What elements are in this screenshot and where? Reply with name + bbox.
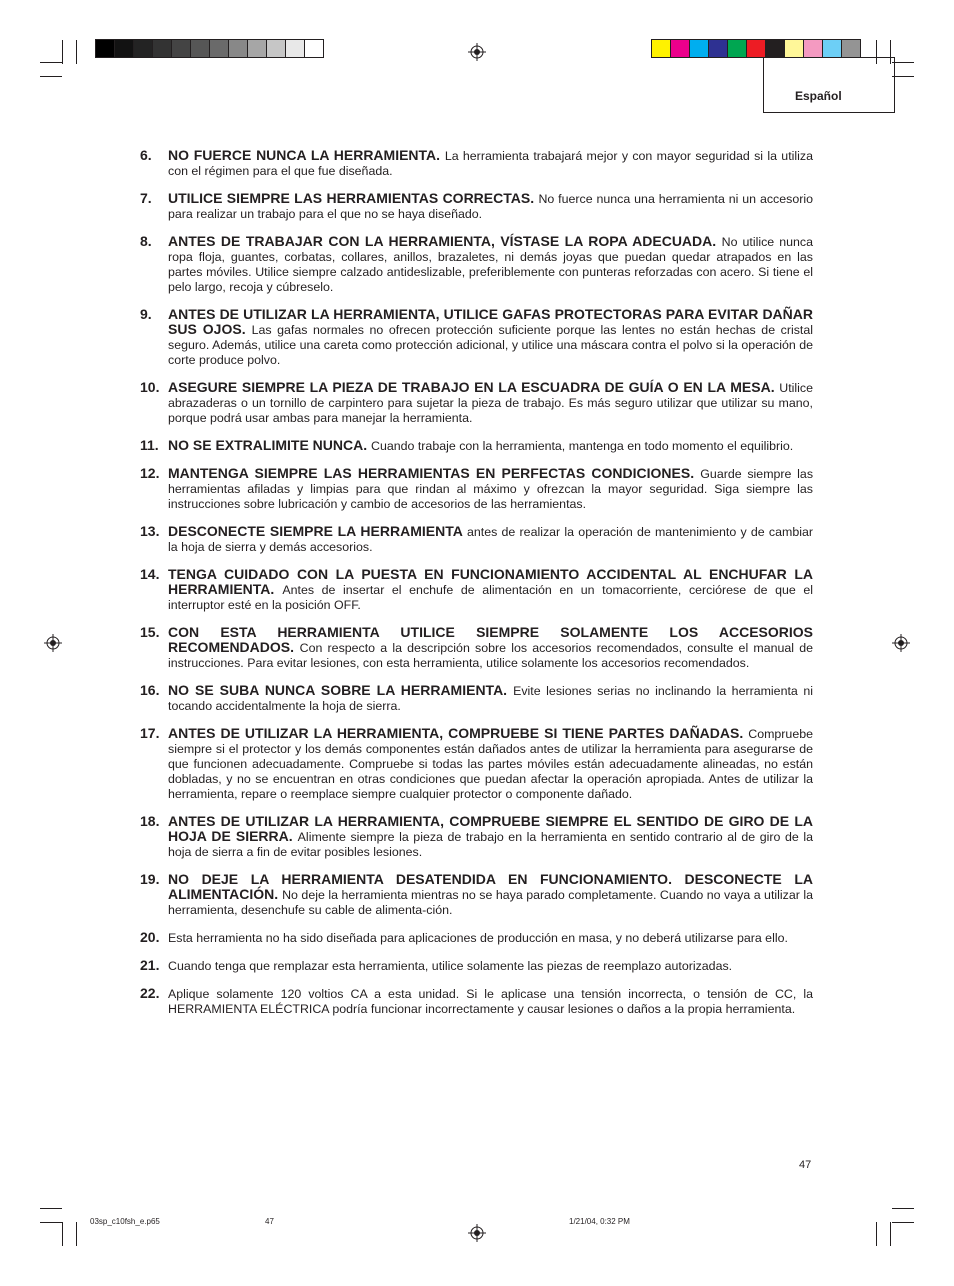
list-item: [140, 872, 813, 918]
registration-mark-icon: [468, 43, 486, 61]
color-swatch: [134, 40, 153, 57]
item-heading: ANTES DE UTILIZAR LA HERRAMIENTA, UTILICE GAFAS PROTECTORAS PARA EVITAR DAÑAR SUS OJOS.: [168, 306, 813, 337]
footer-date: 1/21/04, 0:32 PM: [569, 1217, 630, 1226]
color-swatch: [785, 40, 804, 57]
color-swatch: [671, 40, 690, 57]
color-swatch: [747, 40, 766, 57]
color-swatch: [652, 40, 671, 57]
list-item: [140, 524, 813, 555]
item-number: 21.: [140, 957, 160, 973]
item-text: [168, 726, 813, 802]
color-calibration-bar: [651, 39, 861, 58]
list-item: [140, 726, 813, 802]
list-item: [140, 380, 813, 426]
color-swatch: [709, 40, 728, 57]
item-text: [168, 567, 813, 613]
color-swatch: [823, 40, 842, 57]
item-heading: ANTES DE TRABAJAR CON LA HERRAMIENTA, VÍSTASE LA ROPA ADECUADA.: [168, 233, 722, 249]
item-body: Cuando tenga que remplazar esta herramienta, utilice solamente las piezas de reemplazo autorizadas.: [168, 959, 733, 973]
item-text: [168, 148, 813, 179]
item-heading: NO SE EXTRALIMITE NUNCA.: [168, 437, 372, 453]
item-number: 10.: [140, 379, 160, 395]
item-body: Esta herramienta no ha sido diseñada para aplicaciones de producción en masa, y no deberá utilizarse para ello.: [168, 931, 788, 945]
color-swatch: [286, 40, 305, 57]
item-text: [168, 524, 813, 555]
grayscale-calibration-bar: [95, 39, 324, 58]
item-heading: NO SE SUBA NUNCA SOBRE LA HERRAMIENTA.: [168, 682, 514, 698]
item-number: 13.: [140, 523, 160, 539]
item-heading: TENGA CUIDADO CON LA PUESTA EN FUNCIONAMIENTO ACCIDENTAL AL ENCHUFAR LA HERRAMIENTA.: [168, 566, 813, 597]
item-text: [168, 683, 813, 714]
item-number: 20.: [140, 929, 160, 945]
item-heading: ANTES DE UTILIZAR LA HERRAMIENTA, COMPRUEBE SIEMPRE EL SENTIDO DE GIRO DE LA HOJA DE SIERRA.: [168, 813, 813, 844]
color-swatch: [305, 40, 323, 57]
color-swatch: [96, 40, 115, 57]
item-body: Compruebe siempre si el protector y los demás componentes están dañados antes de utilizar la herramienta para asegurarse de que funcionen adecuadamente. Compruebe si todas las partes móviles están adecuadamente alineadas, no están dobladas, y no se encuentran en otras condiciones que puedan afectar la operación apropiada. Antes de utilizar la herramienta, repare o reemplace siempre cualquier protector o componente dañado.: [168, 727, 813, 801]
item-heading: MANTENGA SIEMPRE LAS HERRAMIENTAS EN PERFECTAS CONDICIONES.: [168, 465, 701, 481]
item-heading: UTILICE SIEMPRE LAS HERRAMIENTAS CORRECTAS.: [168, 190, 539, 206]
item-body: Con respecto a la descripción sobre los accesorios recomendados, consulte el manual de instrucciones. Para evitar lesiones, con esta herramienta, utilice solamente los accesorios recomendados.: [168, 641, 813, 670]
color-swatch: [172, 40, 191, 57]
color-swatch: [690, 40, 709, 57]
list-item: [140, 191, 813, 222]
item-text: [168, 466, 813, 512]
item-text: [168, 814, 813, 860]
item-body: Las gafas normales no ofrecen protección suficiente porque las lentes no están hechas de cristal seguro. Además, utilice una careta como protección adicional, y utilice una máscara contra el polvo si la operación de corte produce polvo.: [168, 323, 814, 367]
item-text: [168, 307, 813, 368]
item-number: 22.: [140, 985, 160, 1001]
color-swatch: [842, 40, 860, 57]
list-item: [140, 148, 813, 179]
item-text: [168, 438, 813, 454]
item-body: Aplique solamente 120 voltios CA a esta unidad. Si le aplicase una tensión incorrecta, o tensión de CC, la HERRAMIENTA ELÉCTRICA podría funcionar incorrectamente y causar lesiones o daños a la propia herramienta.: [168, 987, 813, 1016]
page-number: 47: [799, 1159, 812, 1171]
language-tab: [763, 57, 895, 113]
color-swatch: [191, 40, 210, 57]
item-number: 7.: [140, 190, 152, 206]
footer-page: 47: [265, 1217, 274, 1226]
item-number: 12.: [140, 465, 160, 481]
item-body: Antes de insertar el enchufe de alimentación en un tomacorriente, cerciórese de que el interruptor esté en la posición OFF.: [168, 583, 813, 612]
list-item: [140, 438, 813, 454]
registration-mark-icon: [892, 634, 910, 652]
color-swatch: [267, 40, 286, 57]
item-number: 9.: [140, 306, 152, 322]
item-number: 14.: [140, 566, 160, 582]
item-number: 11.: [140, 437, 159, 453]
item-heading: NO FUERCE NUNCA LA HERRAMIENTA.: [168, 147, 445, 163]
item-body: Cuando trabaje con la herramienta, mantenga en todo momento el equilibrio.: [371, 439, 794, 453]
item-text: [168, 872, 813, 918]
list-item: [140, 986, 813, 1017]
item-text: [168, 986, 813, 1017]
item-body: Evite lesiones serias no inclinando la herramienta ni tocando accidentalmente la hoja de sierra.: [168, 684, 813, 713]
item-number: 17.: [140, 725, 160, 741]
item-text: [168, 625, 813, 671]
item-text: [168, 191, 813, 222]
list-item: [140, 307, 813, 368]
item-heading: NO DEJE LA HERRAMIENTA DESATENDIDA EN FUNCIONAMIENTO. DESCONECTE LA ALIMENTACIÓN.: [168, 871, 813, 902]
item-body: Utilice abrazaderas o un tornillo de carpintero para sujetar la pieza de trabajo. Es más seguro utilizar que utilizar su mano, porque podrá usar ambas para manejar la herramienta.: [168, 381, 813, 425]
item-text: [168, 958, 813, 974]
item-body: No deje la herramienta mientras no se haya parado completamente. Cuando no vaya a utilizar la herramienta, desenchufe su cable de alimenta-ción.: [168, 888, 813, 917]
item-number: 8.: [140, 233, 152, 249]
item-body: La herramienta trabajará mejor y con mayor seguridad si la utiliza con el régimen para el que fue diseñada.: [168, 149, 813, 178]
language-label: Español: [795, 89, 842, 103]
item-body: No utilice nunca ropa floja, guantes, corbatas, collares, anillos, brazaletes, ni demás joyas que puedan quedar atrapados en las partes móviles. Utilice siempre calzado antideslizable, preferiblemente con punteras reforzadas con acero. Si tiene el pelo largo, recoja y cúbreselo.: [168, 235, 813, 294]
registration-mark-icon: [468, 1224, 486, 1242]
footer-filename: 03sp_c10fsh_e.p65: [90, 1217, 160, 1226]
item-heading: DESCONECTE SIEMPRE LA HERRAMIENTA: [168, 523, 467, 539]
color-swatch: [210, 40, 229, 57]
item-body: Alimente siempre la pieza de trabajo en la herramienta en sentido contrario al de giro de la hoja de sierra a fin de evitar posibles lesiones.: [168, 830, 814, 859]
color-swatch: [229, 40, 248, 57]
item-text: [168, 234, 813, 295]
list-item: [140, 930, 813, 946]
item-heading: CON ESTA HERRAMIENTA UTILICE SIEMPRE SOLAMENTE LOS ACCESORIOS RECOMENDADOS.: [168, 624, 813, 655]
list-item: [140, 683, 813, 714]
registration-mark-icon: [44, 634, 62, 652]
color-swatch: [248, 40, 267, 57]
color-swatch: [804, 40, 823, 57]
item-text: [168, 380, 813, 426]
item-heading: ASEGURE SIEMPRE LA PIEZA DE TRABAJO EN LA ESCUADRA DE GUÍA O EN LA MESA.: [168, 379, 780, 395]
list-item: [140, 567, 813, 613]
safety-rules-list: [140, 148, 813, 1029]
item-number: 15.: [140, 624, 160, 640]
item-body: antes de realizar la operación de mantenimiento y de cambiar la hoja de sierra y demás accesorios.: [168, 525, 813, 554]
item-number: 19.: [140, 871, 160, 887]
color-swatch: [153, 40, 172, 57]
list-item: [140, 814, 813, 860]
color-swatch: [728, 40, 747, 57]
list-item: [140, 234, 813, 295]
list-item: [140, 958, 813, 974]
item-number: 18.: [140, 813, 160, 829]
color-swatch: [115, 40, 134, 57]
list-item: [140, 625, 813, 671]
list-item: [140, 466, 813, 512]
item-number: 6.: [140, 147, 152, 163]
item-body: No fuerce nunca una herramienta ni un accesorio para realizar un trabajo para el que no se haya diseñado.: [168, 192, 813, 221]
color-swatch: [766, 40, 785, 57]
item-heading: ANTES DE UTILIZAR LA HERRAMIENTA, COMPRUEBE SI TIENE PARTES DAÑADAS.: [168, 725, 749, 741]
item-number: 16.: [140, 682, 160, 698]
item-body: Guarde siempre las herramientas afiladas y limpias para que rindan al máximo y ofrezcan la mayor seguridad. Siga siempre las instrucciones sobre lubricación y cambio de accesorios de las herramientas.: [168, 467, 814, 511]
item-text: [168, 930, 813, 946]
